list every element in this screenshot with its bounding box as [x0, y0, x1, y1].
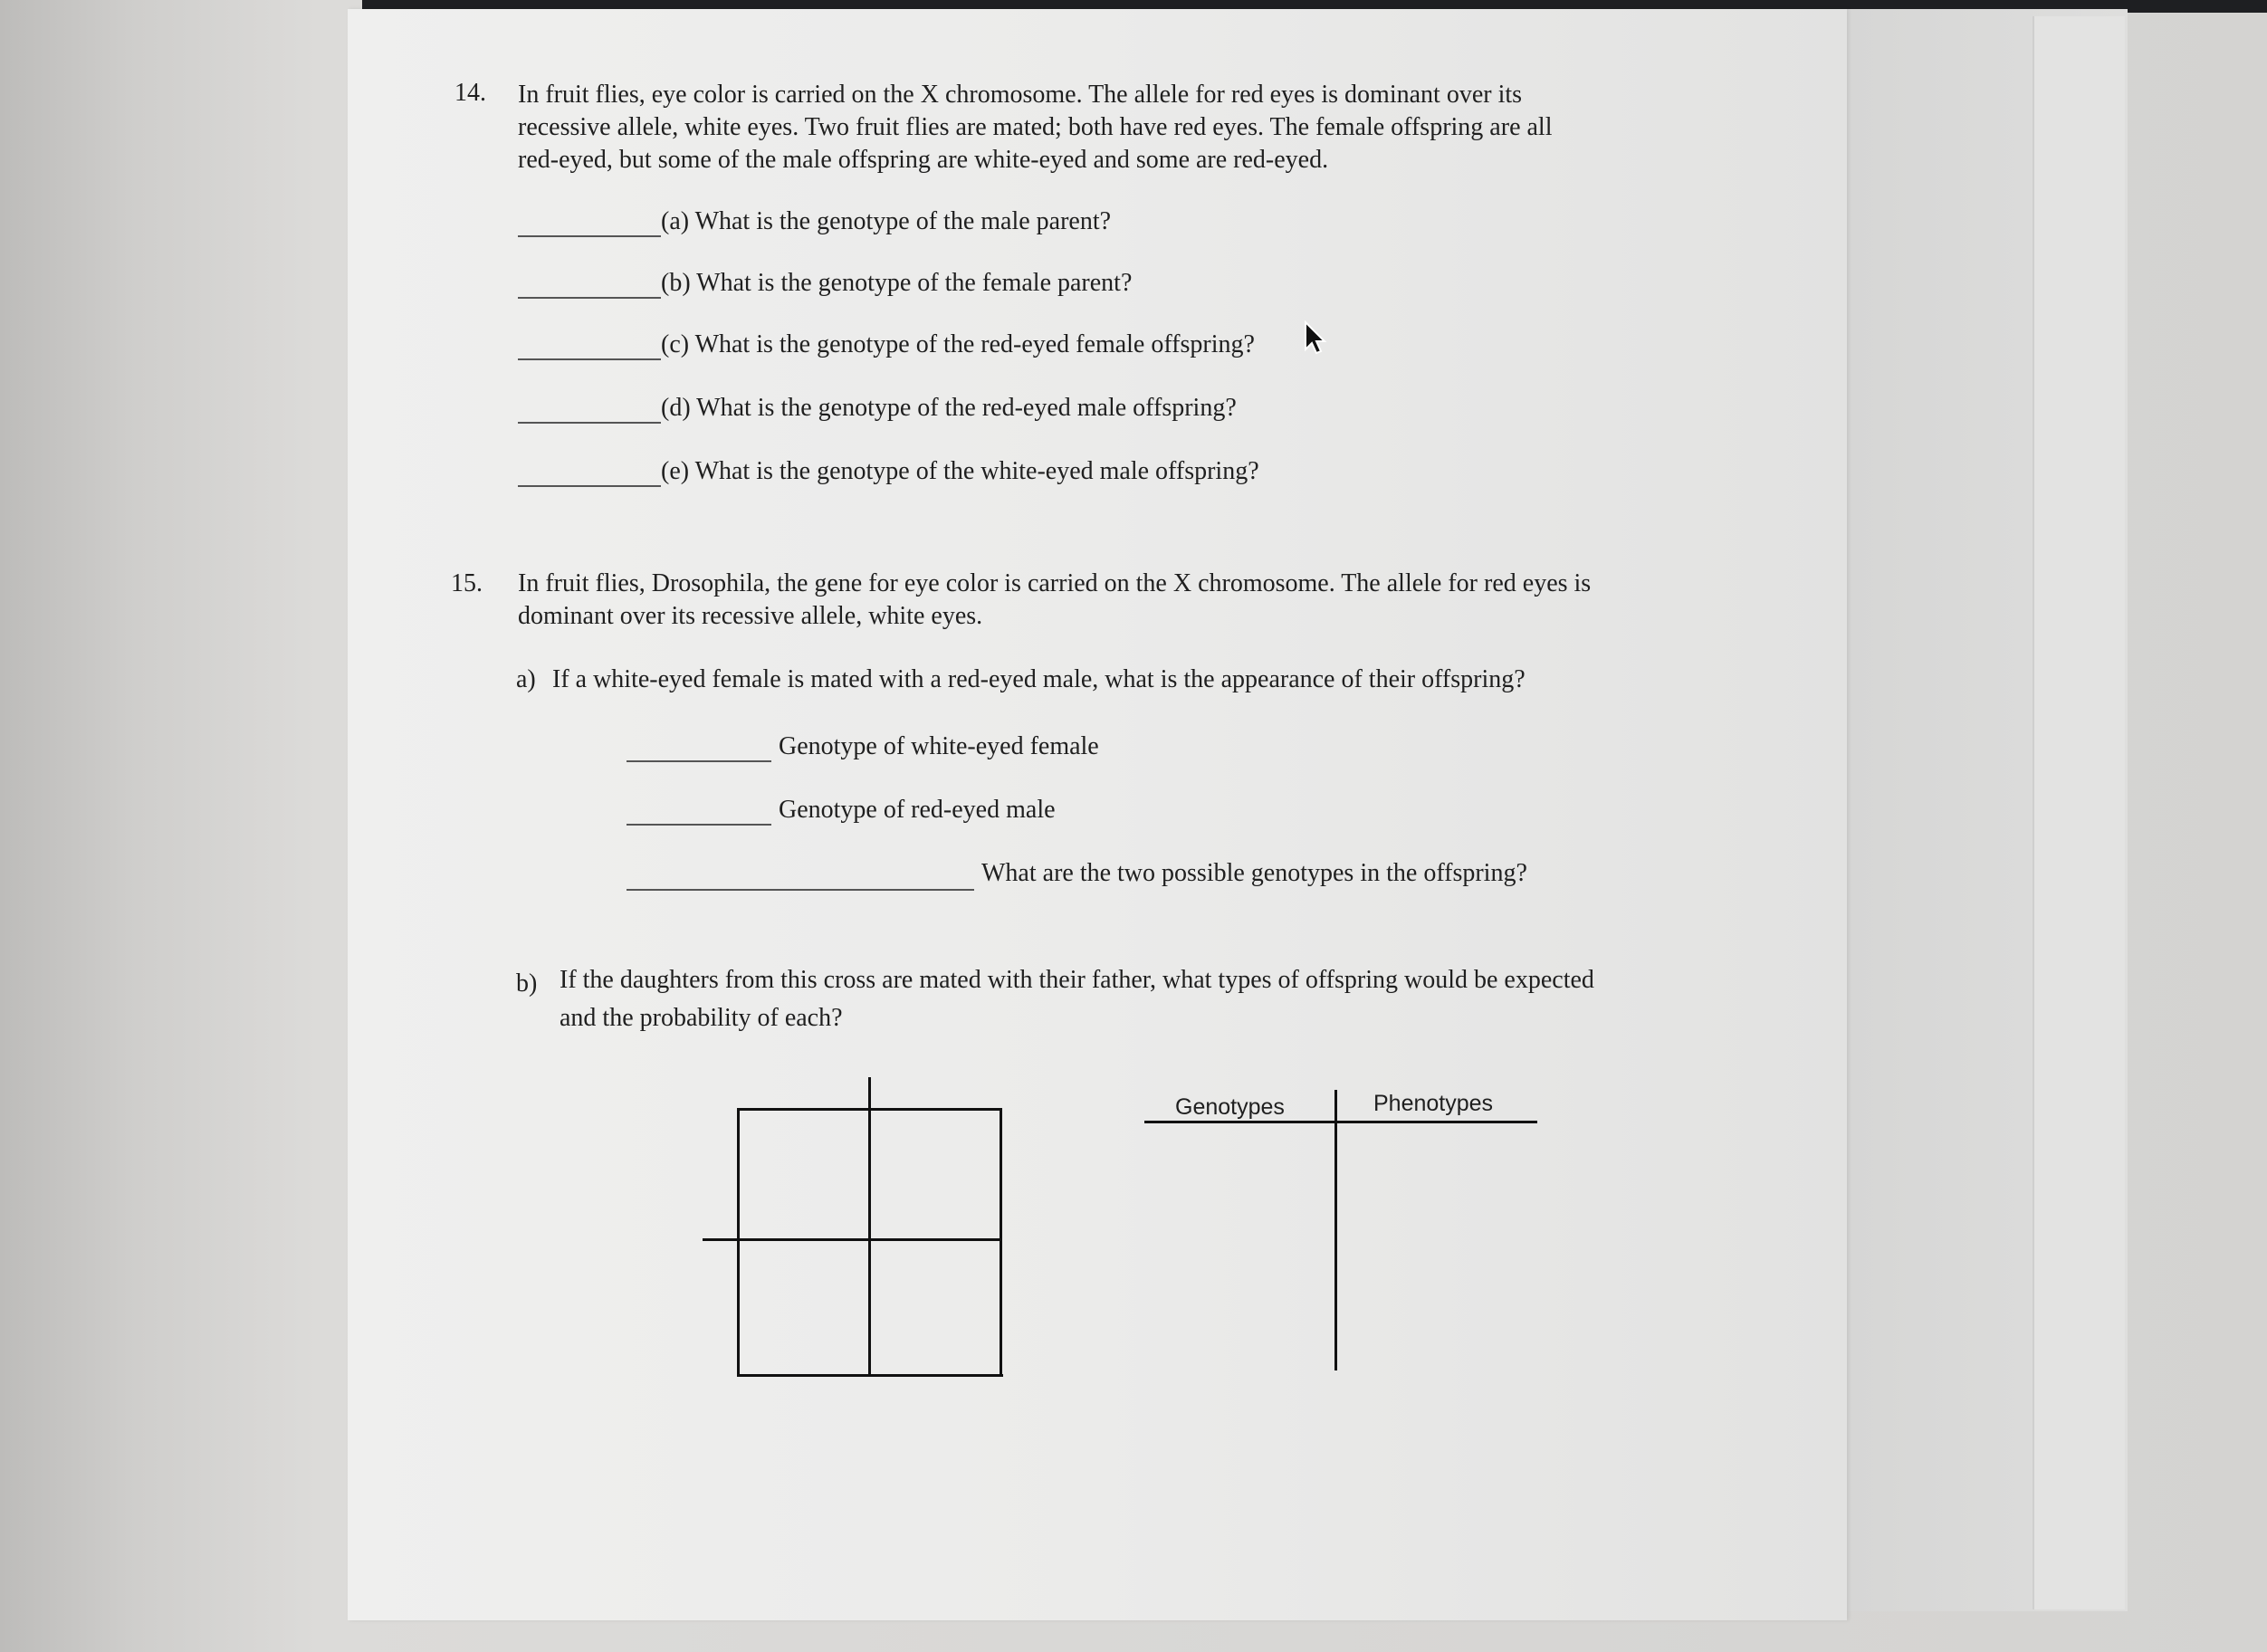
q15b-question-line-1: If the daughters from this cross are mated with their father, what types of offspring would be expected [560, 966, 1594, 994]
q15-intro-line-1: In fruit flies, Drosophila, the gene for eye color is carried on the X chromosome. The allele for red eyes is [518, 569, 1592, 597]
q15b-question-line-2: and the probability of each? [560, 1004, 843, 1032]
phenotypes-header: Phenotypes [1373, 1091, 1494, 1116]
punnett-outline-left [737, 1108, 740, 1377]
q15a-question: If a white-eyed female is mated with a red-eyed male, what is the appearance of their offspring? [552, 665, 1526, 693]
q15a-female-genotype-label: Genotype of white-eyed female [779, 732, 1099, 760]
q14e-answer-blank[interactable] [518, 485, 661, 487]
q15a-label: a) [516, 665, 536, 693]
punnett-vertical-divider [868, 1077, 871, 1376]
q15a-female-genotype-blank[interactable] [627, 760, 771, 762]
q14c-answer-blank[interactable] [518, 358, 661, 360]
genotypes-header: Genotypes [1175, 1094, 1285, 1120]
q15-intro-line-2: dominant over its recessive allele, white eyes. [518, 602, 983, 630]
q15a-offspring-genotypes-blank[interactable] [627, 889, 974, 891]
q14-intro-line-3: red-eyed, but some of the male offspring are white-eyed and some are red-eyed. [518, 146, 1329, 174]
q14a-question: (a) What is the genotype of the male parent? [661, 207, 1112, 235]
q15a-offspring-genotypes-label: What are the two possible genotypes in the offspring? [981, 859, 1527, 887]
q14c-question: (c) What is the genotype of the red-eyed female offspring? [661, 330, 1255, 358]
q14b-answer-blank[interactable] [518, 297, 661, 299]
q14a-answer-blank[interactable] [518, 235, 661, 237]
q14e-question: (e) What is the genotype of the white-eyed male offspring? [661, 457, 1259, 485]
q15a-male-genotype-blank[interactable] [627, 824, 771, 826]
background-panel-edge [2033, 16, 2125, 1609]
q15b-label: b) [516, 969, 538, 998]
q15a-male-genotype-label: Genotype of red-eyed male [779, 796, 1056, 824]
punnett-outline-right [1000, 1108, 1002, 1377]
q14d-answer-blank[interactable] [518, 422, 661, 424]
q15-number: 15. [451, 569, 483, 597]
mouse-cursor-icon [1304, 320, 1327, 357]
q14-intro-line-1: In fruit flies, eye color is carried on the X chromosome. The allele for red eyes is dominant over its [518, 81, 1523, 109]
q14b-question: (b) What is the genotype of the female parent? [661, 269, 1133, 297]
worksheet-page [348, 9, 1847, 1620]
q14-number: 14. [454, 79, 486, 107]
q14-intro-line-2: recessive allele, white eyes. Two fruit flies are mated; both have red eyes. The female offspring are all [518, 113, 1553, 141]
punnett-horizontal-divider [703, 1238, 1002, 1241]
table-column-divider [1334, 1090, 1337, 1370]
q14d-question: (d) What is the genotype of the red-eyed male offspring? [661, 394, 1237, 422]
table-header-underline [1144, 1121, 1537, 1123]
